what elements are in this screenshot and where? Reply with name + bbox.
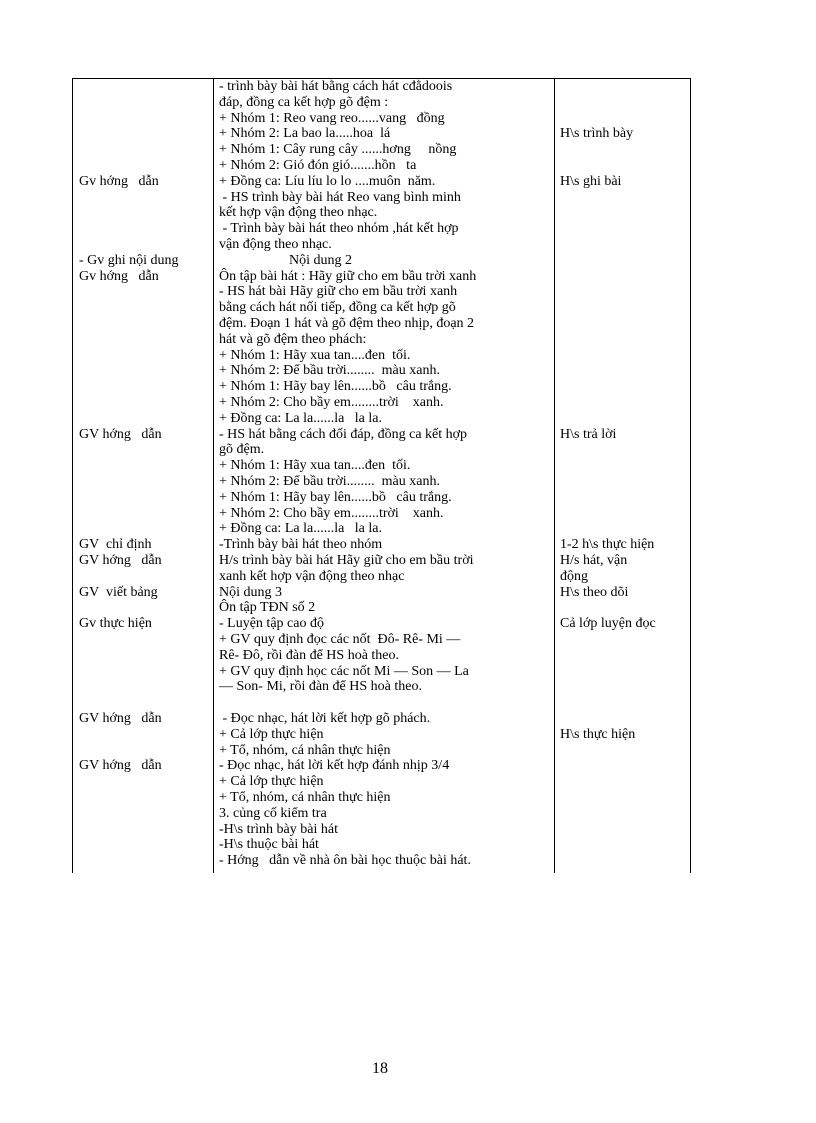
content-line: -H\s thuộc bài hát [219, 837, 319, 853]
content-line: - HS trình bày bài hát Reo vang bình minh [219, 189, 461, 205]
content-line: Ôn tập bài hát : Hãy giữ cho em bầu trời xanh [219, 268, 477, 284]
content-line: hát và gõ đệm theo phách: [219, 331, 367, 347]
teacher-activity: GV hớng dẫn [79, 711, 162, 726]
student-activity: H/s hát, vận [560, 553, 628, 568]
student-activity: Cả lớp luyện đọc [560, 616, 656, 632]
content-line: + Nhóm 1: Hãy xua tan....đen tối. [219, 458, 411, 474]
content-line: + Đồng ca: La la......la la la. [219, 521, 383, 537]
content-line: - trình bày bài hát bằng cách hát cđằdoois [219, 79, 453, 94]
content-line: Ôn tập TĐN số 2 [219, 600, 316, 616]
content-line: + Cả lớp thực hiện [219, 774, 324, 790]
student-activity: H\s trình bày [560, 126, 634, 142]
content-line: - Luyện tập cao độ [219, 616, 324, 632]
content-line: bằng cách hát nối tiếp, đồng ca kết hợp gõ [219, 300, 456, 316]
teacher-activity: GV hớng dẫn [79, 426, 162, 442]
content-line: + GV quy định học các nốt Mi — Son — La [219, 663, 469, 679]
content-line: + Nhóm 2: La bao la.....hoa lá [219, 126, 391, 142]
teacher-activity: Gv hớng dẫn [79, 268, 159, 284]
content-line: + Tổ, nhóm, cá nhân thực hiện [219, 790, 391, 805]
content-line: + Đồng ca: La la......la la la. [219, 410, 383, 426]
content-line: + Nhóm 2: Cho bầy em........trời xanh. [219, 505, 444, 521]
content-line: + Nhóm 1: Reo vang reo......vang đồng [219, 110, 445, 126]
teacher-activity: GV hớng dẫn [79, 758, 162, 774]
content-line: Nội dung 2 [219, 252, 352, 268]
student-activity: động [560, 568, 588, 584]
teacher-activity: Gv thực hiện [79, 616, 152, 632]
content-line: + Nhóm 2: Để bầu trời........ màu xanh. [219, 474, 440, 489]
content-line: — Son- Mi, rồi đàn để HS hoà theo. [219, 679, 422, 695]
content-line: Nội dung 3 [219, 584, 282, 600]
column-divider-right [554, 79, 555, 873]
content-line: vận động theo nhạc. [219, 237, 332, 252]
teacher-activity: GV viết bảng [79, 584, 158, 600]
content-line: - Đọc nhạc, hát lời kết hợp gõ phách. [219, 711, 431, 726]
content-line: - Hớng dẫn về nhà ôn bài học thuộc bài hát. [219, 853, 471, 869]
content-line: - Trình bày bài hát theo nhóm ,hát kết hợp [219, 221, 459, 237]
content-line: + GV quy định đọc các nốt Đô- Rê- Mi — [219, 632, 461, 647]
content-line: H/s trình bày bài hát Hãy giữ cho em bầu trời [219, 553, 474, 568]
content-line: -Trình bày bài hát theo nhóm [219, 537, 383, 553]
student-activity: H\s ghi bài [560, 173, 622, 189]
content-line: - HS hát bài Hãy giữ cho em bầu trời xanh [219, 284, 458, 300]
content-line: + Nhóm 1: Hãy xua tan....đen tối. [219, 347, 411, 363]
content-line: + Nhóm 2: Cho bầy em........trời xanh. [219, 395, 444, 410]
content-line: - Đọc nhạc, hát lời kết hợp đánh nhịp 3/4 [219, 758, 450, 774]
content-line: + Đồng ca: Líu líu lo lo ....muôn năm. [219, 173, 436, 189]
content-line: - HS hát bằng cách đối đáp, đồng ca kết hợp [219, 426, 468, 442]
student-activity: H\s thực hiện [560, 726, 636, 742]
content-line: + Tổ, nhóm, cá nhân thực hiện [219, 742, 391, 758]
content-line: + Nhóm 1: Cây rung cây ......hơng nồng [219, 142, 457, 158]
student-activity: H\s trả lời [560, 426, 617, 442]
teacher-activity: Gv hớng dẫn [79, 173, 159, 189]
content-line: + Nhóm 1: Hãy bay lên......bồ câu trắng. [219, 489, 452, 505]
content-line: + Nhóm 2: Gió đón gió.......hồn ta [219, 158, 417, 173]
content-line: + Cả lớp thực hiện [219, 726, 324, 742]
teacher-activity: GV chỉ định [79, 537, 152, 553]
content-line: + Nhóm 1: Hãy bay lên......bồ câu trắng. [219, 379, 452, 395]
teacher-activity: GV hớng dẫn [79, 553, 162, 568]
content-line: + Nhóm 2: Để bầu trời........ màu xanh. [219, 363, 440, 379]
content-line: 3. củng cố kiểm tra [219, 805, 327, 821]
content-line: Rê- Đô, rồi đàn để HS hoà theo. [219, 647, 400, 663]
teacher-activity: - Gv ghi nội dung [79, 252, 179, 268]
content-line: gõ đệm. [219, 442, 265, 458]
content-line: đệm. Đoạn 1 hát và gõ đệm theo nhịp, đoạn 2 [219, 316, 475, 331]
content-line: -H\s trình bày bài hát [219, 821, 338, 837]
page-number: 18 [372, 1060, 388, 1077]
lesson-table [72, 78, 691, 873]
column-divider-left [213, 79, 214, 873]
student-activity: 1-2 h\s thực hiện [560, 537, 655, 553]
content-line: đáp, đồng ca kết hợp gõ đệm : [219, 94, 389, 110]
content-line: xanh kết hợp vận động theo nhạc [219, 568, 405, 584]
content-line: kết hợp vận động theo nhạc. [219, 205, 378, 221]
student-activity: H\s theo dõi [560, 584, 629, 600]
